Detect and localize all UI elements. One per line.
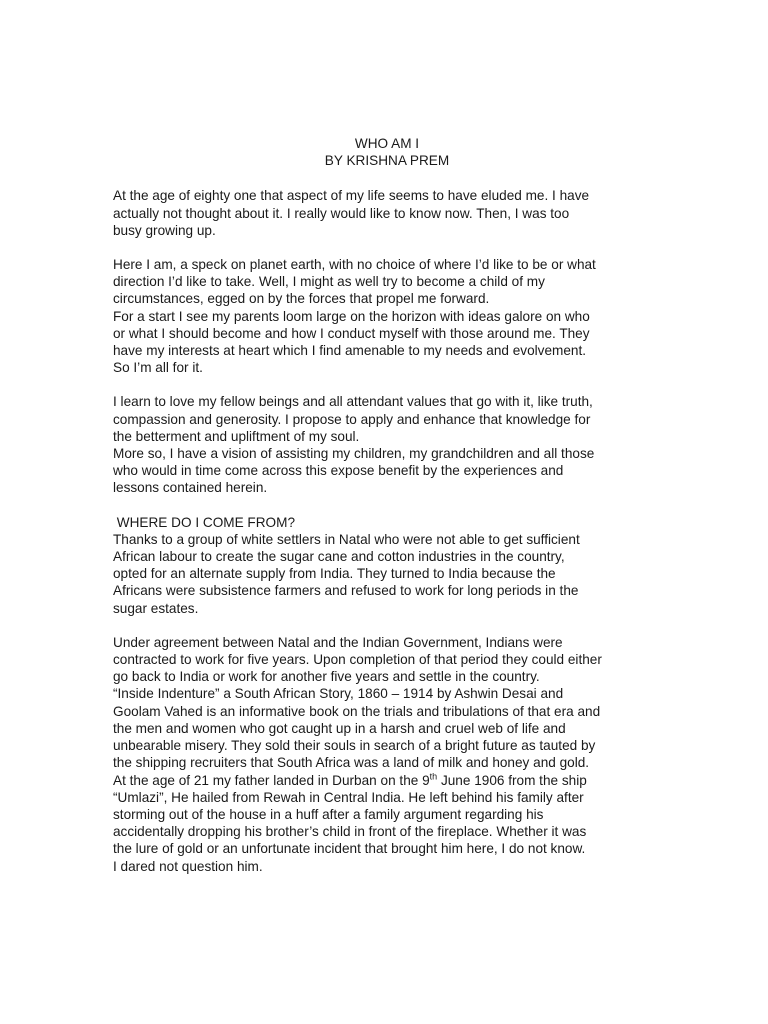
paragraph-6: Thanks to a group of white settlers in Natal who were not able to get sufficient African labour to create the sugar cane and cotton industries in the country, opted for an alternate supply from India. They turned to India because the Africans were subsistence farmers and refused to work for long periods in the sugar estates. — [113, 531, 580, 616]
paragraph-3: For a start I see my parents loom large on the horizon with ideas galore on who or what I should become and how I conduct myself with those around me. They have my interests at heart which I find amenable to my needs and evolvement. So I’m all for it. — [113, 308, 590, 376]
document-body — [113, 135, 661, 875]
paragraph-4: I learn to love my fellow beings and all attendant values that go with it, like truth, compassion and generosity. I propose to apply and enhance that knowledge for the betterment and upliftment of my soul. — [113, 394, 593, 444]
section-heading: WHERE DO I COME FROM? — [113, 514, 296, 530]
title-block — [113, 135, 661, 169]
paragraph-gap — [113, 617, 661, 634]
paragraph-5: More so, I have a vision of assisting my children, my grandchildren and all those who would in time come across this expose benefit by the experiences and lessons contained herein. — [113, 446, 595, 496]
ordinal-suffix: th — [429, 770, 438, 781]
paragraph-gap — [113, 376, 661, 393]
paragraph-8: “Inside Indenture” a South African Story, 1860 – 1914 by Ashwin Desai and Goolam Vahed is an informative book on the trials and tribulations of that era and the men and women who got caught up in a harsh and cruel web of life and unbearable misery. They sold their souls in search of a bright future as tauted by the shipping recruiters that South Africa was a land of milk and honey and gold. — [113, 686, 601, 771]
document-title: WHO AM I — [354, 136, 420, 151]
paragraph-9-end: June 1906 from the ship “Umlazi”, He hailed from Rewah in Central India. He left behind his family after storming out of the house in a huff after a family argument regarding his accidentally dropping his brother’s child in front of the fireplace. Whether it was the lure of gold or an unfortunate incident that brought him here, I do not know. I dared not question him. — [113, 772, 587, 874]
paragraph-gap — [113, 497, 661, 514]
paragraph-2: Here I am, a speck on planet earth, with no choice of where I’d like to be or what direction I’d like to take. Well, I might as well try to become a child of my circumstances, egged on by the forces that propel me forward. — [113, 257, 596, 307]
paragraph-gap — [113, 239, 661, 256]
paragraph-7: Under agreement between Natal and the Indian Government, Indians were contracted to work for five years. Upon completion of that period they could either go back to India or work for another five years and settle in the country. — [113, 634, 602, 685]
paragraph-9-start: At the age of 21 my father landed in Durban on the 9 — [113, 772, 430, 788]
paragraph-1: At the age of eighty one that aspect of my life seems to have eluded me. I have actually not thought about it. I really would like to know now. Then, I was too busy growing up. — [113, 188, 590, 238]
document-byline: BY KRISHNA PREM — [324, 153, 450, 169]
paragraph-9 — [113, 772, 661, 875]
